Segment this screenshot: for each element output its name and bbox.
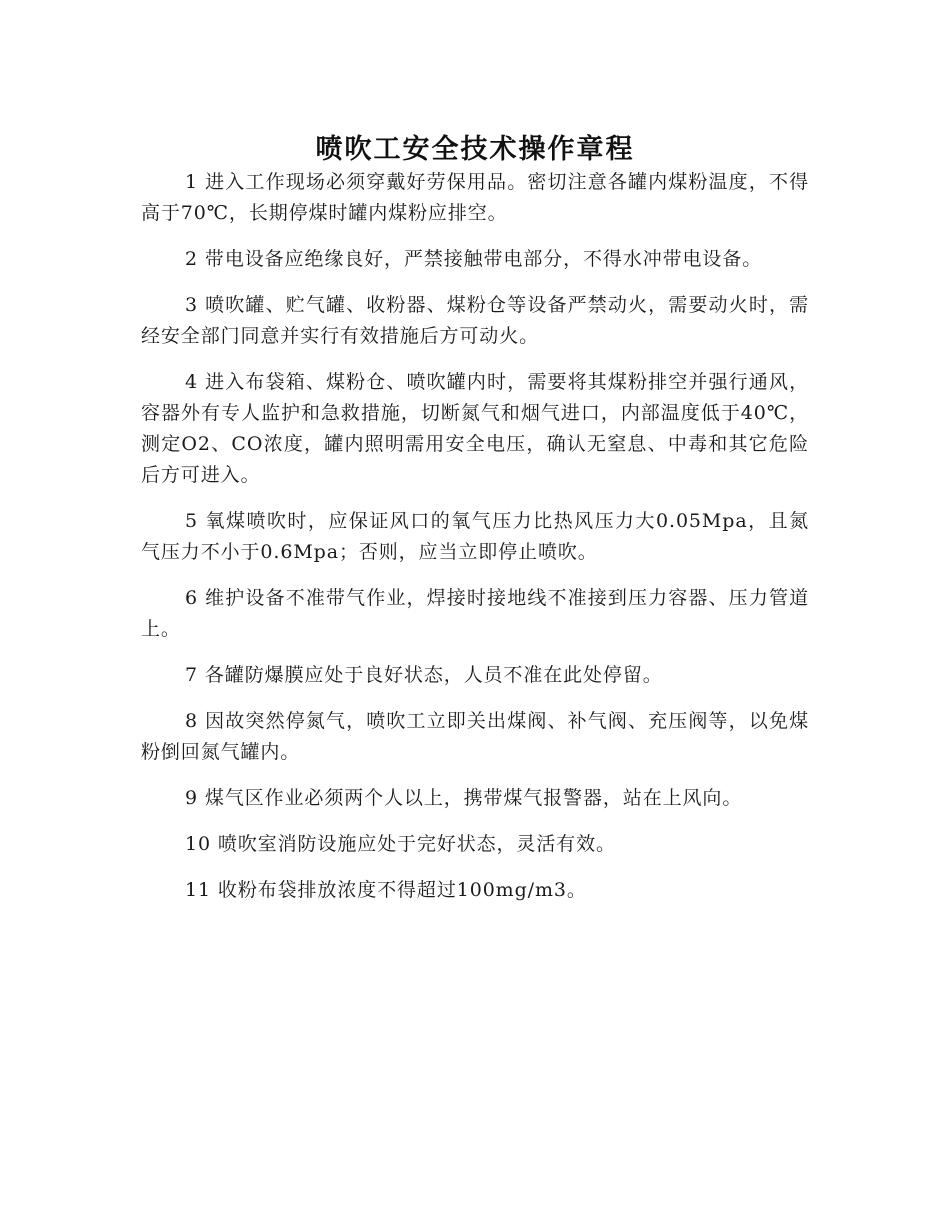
document-title: 喷吹工安全技术操作章程 xyxy=(315,134,635,166)
document-body xyxy=(141,167,809,921)
clause-10: 10 喷吹室消防设施应处于完好状态，灵活有效。 xyxy=(185,833,616,855)
clause-5: 5 氧煤喷吹时，应保证风口的氧气压力比热风压力大0.05Mpa，且氮气压力不小于0.6Mpa；否则，应当立即停止喷吹。 xyxy=(141,510,809,563)
clause-7: 7 各罐防爆膜应处于良好状态，人员不准在此处停留。 xyxy=(185,664,663,686)
clause-1: 1 进入工作现场必须穿戴好劳保用品。密切注意各罐内煤粉温度，不得高于70℃，长期停煤时罐内煤粉应排空。 xyxy=(141,171,809,224)
clause-3: 3 喷吹罐、贮气罐、收粉器、煤粉仓等设备严禁动火，需要动火时，需经安全部门同意并实行有效措施后方可动火。 xyxy=(141,294,809,347)
clause-6: 6 维护设备不准带气作业，焊接时接地线不准接到压力容器、压力管道上。 xyxy=(141,587,809,640)
clause-11: 11 收粉布袋排放浓度不得超过100mg/m3。 xyxy=(185,879,587,901)
clause-8: 8 因故突然停氮气，喷吹工立即关出煤阀、补气阀、充压阀等，以免煤粉倒回氮气罐内。 xyxy=(141,710,809,763)
clause-2: 2 带电设备应绝缘良好，严禁接触带电部分，不得水冲带电设备。 xyxy=(185,248,763,270)
clause-9: 9 煤气区作业必须两个人以上，携带煤气报警器，站在上风向。 xyxy=(185,787,743,809)
clause-4: 4 进入布袋箱、煤粉仓、喷吹罐内时，需要将其煤粉排空并强行通风，容器外有专人监护和急救措施，切断氮气和烟气进口，内部温度低于40℃，测定O2、CO浓度，罐内照明需用安全电压，确认无窒息、中毒和其它危险后方可进入。 xyxy=(141,371,809,486)
